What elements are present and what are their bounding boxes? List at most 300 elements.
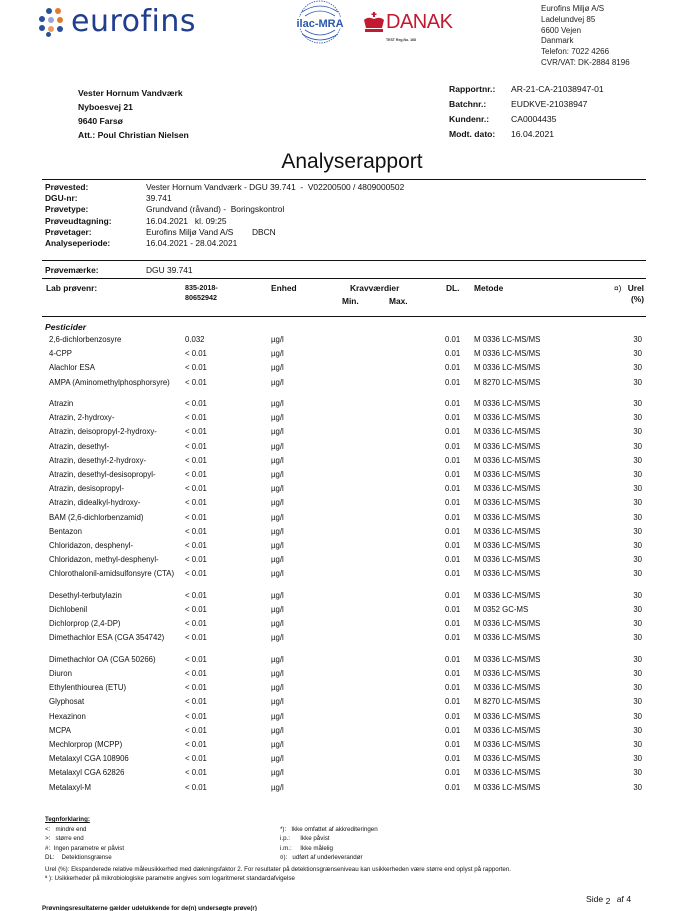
detection-limit: 0.01: [445, 683, 461, 693]
legend-item: i.m.: Ikke målelig: [280, 844, 333, 852]
label: Modt. dato:: [449, 129, 496, 139]
detection-limit: 0.01: [445, 725, 461, 735]
eurofins-logo: [37, 4, 196, 39]
analyte-name: Atrazin: [49, 399, 74, 409]
batch-number: [449, 97, 604, 112]
page-current: 2: [605, 896, 611, 906]
unit: µg/l: [271, 512, 284, 522]
result-value: 0.032: [185, 335, 205, 344]
analyte-name: Diuron: [49, 669, 72, 679]
divider: [42, 278, 646, 279]
unit: µg/l: [271, 697, 284, 707]
result-value: < 0.01: [185, 363, 207, 373]
method: M 0336 LC-MS/MS: [474, 335, 541, 344]
unit: µg/l: [271, 633, 284, 643]
table-row: [0, 712, 680, 726]
legend-left: [45, 825, 124, 863]
uncertainty: 30: [633, 725, 642, 735]
unit: µg/l: [271, 335, 284, 344]
uncertainty: 30: [633, 512, 642, 522]
method: M 0336 LC-MS/MS: [474, 633, 541, 643]
address-line: Telefon: 7022 4266: [541, 47, 610, 57]
table-row: [0, 442, 680, 456]
method: M 0336 LC-MS/MS: [474, 669, 541, 679]
meta-row: [45, 216, 404, 227]
section-heading: Pesticider: [45, 322, 87, 332]
result-value: < 0.01: [185, 540, 207, 550]
micro-note: ª ): Usikkerheder på mikrobiologiske parametre angives som logaritmeret standardafvigelse: [45, 875, 295, 883]
sample-id-line: 80652942: [185, 293, 217, 302]
analyte-name: Atrazin, desisopropyl-: [49, 484, 124, 494]
unit: µg/l: [271, 526, 284, 536]
header-unit: Enhed: [271, 283, 297, 293]
table-row: [0, 754, 680, 768]
uncertainty: 30: [633, 633, 642, 643]
method: M 0336 LC-MS/MS: [474, 754, 541, 764]
detection-limit: 0.01: [445, 399, 461, 409]
uncertainty: 30: [633, 590, 642, 600]
result-value: < 0.01: [185, 512, 207, 522]
table-row: [0, 619, 680, 633]
unit: µg/l: [271, 484, 284, 494]
result-value: < 0.01: [185, 669, 207, 679]
table-row: [0, 633, 680, 655]
analyte-name: 4-CPP: [49, 349, 72, 359]
table-row: [0, 513, 680, 527]
analyte-name: Atrazin, 2-hydroxy-: [49, 413, 115, 423]
detection-limit: 0.01: [445, 711, 461, 721]
method: M 0336 LC-MS/MS: [474, 683, 541, 693]
detection-limit: 0.01: [445, 605, 461, 614]
sample-id-line: 835-2018-: [185, 283, 218, 292]
address-line: Ladelundvej 85: [541, 14, 596, 24]
legend-item: >: større end: [45, 835, 84, 843]
analyte-name: Dimethachlor OA (CGA 50266): [49, 654, 156, 664]
report-info: [449, 82, 604, 142]
analyte-name: Atrazin, deisopropyl-2-hydroxy-: [49, 427, 157, 437]
unit: µg/l: [271, 427, 284, 437]
legend-item: DL: Detektionsgrænse: [45, 854, 112, 862]
sample-meta: [45, 182, 404, 249]
divider: [42, 260, 646, 261]
results-table: [0, 335, 680, 797]
page-indicator: [586, 894, 631, 904]
legend-item: i.p.: Ikke påvist: [280, 835, 330, 843]
page-of: af: [616, 894, 624, 904]
value: CA0004435: [511, 114, 557, 124]
analyte-name: Dichlorprop (2,4-DP): [49, 619, 121, 629]
footnote: Prøvningsresultaterne gælder udelukkende for de(n) undersøgte prøve(r): [42, 905, 257, 911]
ilac-mra-logo: [288, 0, 352, 46]
table-row: [0, 378, 680, 400]
address-line: Danmark: [541, 36, 574, 46]
label: Prøvetager:: [45, 226, 92, 237]
customer-number: [449, 112, 604, 127]
result-value: < 0.01: [185, 399, 207, 409]
customer-line: Nyboesvej 21: [78, 102, 133, 112]
table-row: [0, 363, 680, 377]
analyte-name: AMPA (Aminomethylphosphorsyre): [49, 377, 170, 387]
divider: [42, 179, 646, 180]
legend-item: #: Ingen parametre er påvist: [45, 844, 125, 852]
page-label: Side: [586, 894, 604, 904]
result-value: < 0.01: [185, 605, 207, 614]
method: M 0336 LC-MS/MS: [474, 455, 541, 465]
unit: µg/l: [271, 377, 284, 387]
result-value: < 0.01: [185, 498, 207, 508]
label: Batchnr.:: [449, 99, 487, 109]
uncertainty: 30: [633, 484, 642, 494]
analyte-name: Chlorothalonil-amidsulfonsyre (CTA): [49, 569, 175, 579]
result-value: < 0.01: [185, 683, 207, 693]
uncertainty: 30: [633, 540, 642, 550]
unit: µg/l: [271, 654, 284, 664]
table-row: [0, 413, 680, 427]
table-row: [0, 470, 680, 484]
unit: µg/l: [271, 768, 284, 778]
unit: µg/l: [271, 725, 284, 735]
detection-limit: 0.01: [445, 484, 461, 494]
table-row: [0, 335, 680, 349]
result-value: < 0.01: [185, 526, 207, 536]
detection-limit: 0.01: [445, 512, 461, 522]
address-line: Eurofins Miljø A/S: [541, 4, 605, 13]
legend-title: Tegnforklaring:: [45, 816, 90, 823]
table-row: [0, 456, 680, 470]
detection-limit: 0.01: [445, 377, 461, 387]
table-row: [0, 349, 680, 363]
header-limits: Kravværdier: [350, 283, 400, 293]
method: M 0336 LC-MS/MS: [474, 569, 541, 579]
received-date: [449, 127, 604, 142]
result-value: < 0.01: [185, 697, 207, 707]
method: M 8270 LC-MS/MS: [474, 697, 541, 707]
method: M 0336 LC-MS/MS: [474, 349, 541, 359]
uncertainty: 30: [633, 363, 642, 373]
label: Prøvemærke:: [45, 265, 99, 275]
result-value: < 0.01: [185, 455, 207, 465]
method: M 0336 LC-MS/MS: [474, 540, 541, 550]
method: M 0336 LC-MS/MS: [474, 484, 541, 494]
analyte-name: Atrazin, didealkyl-hydroxy-: [49, 498, 141, 508]
detection-limit: 0.01: [445, 619, 461, 629]
table-row: [0, 591, 680, 605]
unit: µg/l: [271, 540, 284, 550]
result-value: < 0.01: [185, 633, 207, 643]
table-header: [42, 283, 646, 315]
divider: [42, 316, 646, 317]
table-row: [0, 527, 680, 541]
meta-row: [45, 182, 404, 193]
meta-row: [45, 238, 404, 249]
report-number: [449, 82, 604, 97]
uncertainty: 30: [633, 683, 642, 693]
analyte-name: Chloridazon, desphenyl-: [49, 540, 134, 550]
table-row: [0, 697, 680, 711]
table-row: [0, 683, 680, 697]
unit: µg/l: [271, 754, 284, 764]
page-title: Analyserapport: [281, 150, 423, 173]
table-row: [0, 569, 680, 591]
detection-limit: 0.01: [445, 363, 461, 373]
meta-row: [45, 227, 404, 238]
label: Prøvetype:: [45, 204, 89, 215]
table-row: [0, 740, 680, 754]
detection-limit: 0.01: [445, 697, 461, 707]
unit: µg/l: [271, 711, 284, 721]
label: Kundenr.:: [449, 114, 490, 124]
unit: µg/l: [271, 569, 284, 579]
method: M 0336 LC-MS/MS: [474, 619, 541, 629]
value: Grundvand (råvand) - Boringskontrol: [146, 204, 285, 215]
value: 16.04.2021 kl. 09:25: [146, 215, 227, 226]
result-value: < 0.01: [185, 654, 207, 664]
value: EUDKVE-21038947: [511, 99, 588, 109]
header-sample-id: [185, 283, 218, 303]
analyte-name: BAM (2,6-dichlorbenzamid): [49, 512, 144, 522]
header-min: Min.: [342, 296, 359, 306]
table-row: [0, 669, 680, 683]
uncertainty: 30: [633, 619, 642, 629]
table-row: [0, 555, 680, 569]
analyte-name: Dimethachlor ESA (CGA 354742): [49, 633, 165, 643]
detection-limit: 0.01: [445, 455, 461, 465]
unit: µg/l: [271, 740, 284, 749]
customer-line: 9640 Farsø: [78, 116, 123, 126]
detection-limit: 0.01: [445, 540, 461, 550]
table-row: [0, 399, 680, 413]
method: M 8270 LC-MS/MS: [474, 377, 541, 387]
analyte-name: Mechlorprop (MCPP): [49, 740, 123, 749]
table-row: [0, 427, 680, 441]
detection-limit: 0.01: [445, 498, 461, 508]
label: DGU-nr:: [45, 193, 78, 204]
meta-row: [45, 204, 404, 215]
method: M 0336 LC-MS/MS: [474, 725, 541, 735]
unit: µg/l: [271, 683, 284, 693]
header-lab: Lab prøvenr:: [46, 283, 98, 293]
crown-icon: [362, 12, 386, 34]
analyte-name: Ethylenthiourea (ETU): [49, 683, 127, 693]
uncertainty: 30: [633, 399, 642, 409]
detection-limit: 0.01: [445, 654, 461, 664]
method: M 0336 LC-MS/MS: [474, 768, 541, 778]
label: Prøveudtagning:: [45, 215, 112, 226]
analyte-name: Metalaxyl CGA 62826: [49, 768, 125, 778]
unit: µg/l: [271, 470, 284, 479]
detection-limit: 0.01: [445, 768, 461, 778]
result-value: < 0.01: [185, 782, 207, 792]
uncertainty: 30: [633, 669, 642, 679]
meta-row: [45, 193, 404, 204]
uncertainty: 30: [633, 740, 642, 749]
table-row: [0, 726, 680, 740]
result-value: < 0.01: [185, 569, 207, 579]
analyte-name: Alachlor ESA: [49, 363, 95, 373]
danak-reg: TEST Reg.No. 168: [386, 38, 416, 42]
uncertainty: 30: [633, 377, 642, 387]
uncertainty: 30: [633, 569, 642, 579]
unit: µg/l: [271, 441, 284, 451]
result-value: < 0.01: [185, 555, 207, 565]
unit: µg/l: [271, 349, 284, 359]
legend: [45, 815, 645, 884]
table-row: [0, 498, 680, 512]
detection-limit: 0.01: [445, 633, 461, 643]
detection-limit: 0.01: [445, 427, 461, 437]
value: Eurofins Miljø Vand A/S DBCN: [146, 226, 276, 237]
result-value: < 0.01: [185, 754, 207, 764]
method: M 0336 LC-MS/MS: [474, 441, 541, 451]
analyte-name: Atrazin, desethyl-desisopropyl-: [49, 470, 156, 479]
detection-limit: 0.01: [445, 349, 461, 359]
uncertainty: 30: [633, 654, 642, 664]
method: M 0336 LC-MS/MS: [474, 363, 541, 373]
detection-limit: 0.01: [445, 590, 461, 600]
eurofins-dots-icon: [37, 7, 67, 37]
uncertainty: 30: [633, 335, 642, 344]
label: Rapportnr.:: [449, 84, 496, 94]
detection-limit: 0.01: [445, 669, 461, 679]
legend-item: <: mindre end: [45, 825, 87, 833]
table-row: [0, 655, 680, 669]
detection-limit: 0.01: [445, 782, 461, 792]
uncertainty: 30: [633, 697, 642, 707]
method: M 0336 LC-MS/MS: [474, 470, 541, 479]
analyte-name: Chloridazon, methyl-desphenyl-: [49, 555, 159, 565]
detection-limit: 0.01: [445, 335, 461, 344]
uncertainty: 30: [633, 768, 642, 778]
legend-grid: [45, 825, 645, 865]
unit: µg/l: [271, 498, 284, 508]
method: M 0336 LC-MS/MS: [474, 654, 541, 664]
detection-limit: 0.01: [445, 740, 461, 749]
unit: µg/l: [271, 590, 284, 600]
method: M 0336 LC-MS/MS: [474, 555, 541, 565]
svg-text:ilac-MRA: ilac-MRA: [296, 18, 344, 30]
analyte-name: Atrazin, desethyl-: [49, 441, 110, 451]
analyte-name: MCPA: [49, 725, 71, 735]
table-row: [0, 783, 680, 797]
value: DGU 39.741: [146, 265, 193, 275]
address-line: 6600 Vejen: [541, 25, 582, 35]
method: M 0336 LC-MS/MS: [474, 512, 541, 522]
legend-right: [280, 825, 378, 863]
method: M 0336 LC-MS/MS: [474, 711, 541, 721]
result-value: < 0.01: [185, 725, 207, 735]
urel-note: Urel (%): Ekspanderede relative måleusikkerhed med dækningsfaktor 2. For resultater på detektionsgrænseniveau kan usikkerheden være større end oplyst på rapporten.: [45, 865, 512, 873]
unit: µg/l: [271, 782, 284, 792]
label: Analyseperiode:: [45, 238, 111, 249]
table-row: [0, 768, 680, 782]
analyte-name: Bentazon: [49, 526, 82, 536]
method: M 0336 LC-MS/MS: [474, 740, 541, 749]
method: M 0336 LC-MS/MS: [474, 413, 541, 423]
unit: µg/l: [271, 399, 284, 409]
uncertainty: 30: [633, 470, 642, 479]
unit: µg/l: [271, 605, 284, 614]
detection-limit: 0.01: [445, 569, 461, 579]
result-value: < 0.01: [185, 427, 207, 437]
result-value: < 0.01: [185, 484, 207, 494]
uncertainty: 30: [633, 782, 642, 792]
table-row: [0, 484, 680, 498]
detection-limit: 0.01: [445, 555, 461, 565]
analyte-name: 2,6-dichlorbenzosyre: [49, 335, 122, 344]
unit: µg/l: [271, 619, 284, 629]
value: 16.04.2021: [511, 129, 555, 139]
result-value: < 0.01: [185, 441, 207, 451]
table-row: [0, 541, 680, 555]
analyte-name: Dichlobenil: [49, 605, 88, 614]
customer-address: [78, 86, 189, 142]
result-value: < 0.01: [185, 711, 207, 721]
unit: µg/l: [271, 455, 284, 465]
analyte-name: Metalaxyl CGA 108906: [49, 754, 129, 764]
value: AR-21-CA-21038947-01: [511, 84, 604, 94]
uncertainty: 30: [633, 349, 642, 359]
header-max: Max.: [389, 296, 408, 306]
uncertainty: 30: [633, 555, 642, 565]
uncertainty: 30: [633, 441, 642, 451]
analyte-name: Glyphosat: [49, 697, 85, 707]
danak-logo: [362, 11, 453, 42]
analyte-name: Metalaxyl-M: [49, 782, 92, 792]
danak-name: DANAK: [386, 11, 453, 33]
uncertainty: 30: [633, 526, 642, 536]
result-value: < 0.01: [185, 590, 207, 600]
result-value: < 0.01: [185, 619, 207, 629]
analyte-name: Atrazin, desethyl-2-hydroxy-: [49, 455, 147, 465]
method: M 0352 GC-MS: [474, 605, 529, 614]
uncertainty: 30: [633, 413, 642, 423]
value: 39.741: [146, 193, 172, 204]
detection-limit: 0.01: [445, 413, 461, 423]
uncertainty: 30: [633, 754, 642, 764]
value: 16.04.2021 - 28.04.2021: [146, 238, 238, 249]
detection-limit: 0.01: [445, 441, 461, 451]
unit: µg/l: [271, 363, 284, 373]
lab-address: [541, 4, 630, 69]
detection-limit: 0.01: [445, 470, 461, 479]
uncertainty: 30: [633, 605, 642, 614]
method: M 0336 LC-MS/MS: [474, 590, 541, 600]
result-value: < 0.01: [185, 377, 207, 387]
value: Vester Hornum Vandværk - DGU 39.741 - V02200500 / 4809000502: [146, 182, 405, 192]
uncertainty: 30: [633, 711, 642, 721]
label: Prøvested:: [45, 182, 89, 192]
analyte-name: Hexazinon: [49, 711, 86, 721]
method: M 0336 LC-MS/MS: [474, 399, 541, 409]
header-urel-unit: (%): [630, 294, 644, 304]
method: M 0336 LC-MS/MS: [474, 427, 541, 437]
unit: µg/l: [271, 555, 284, 565]
method: M 0336 LC-MS/MS: [474, 782, 541, 792]
header-urel: Urel: [627, 283, 644, 293]
uncertainty: 30: [633, 427, 642, 437]
result-value: < 0.01: [185, 740, 207, 749]
page-total: 4: [626, 894, 632, 904]
uncertainty: 30: [633, 455, 642, 465]
table-row: [0, 605, 680, 619]
address-line: CVR/VAT: DK-2884 8196: [541, 57, 630, 67]
legend-item: ¤): udført af underleverandør: [280, 854, 363, 862]
unit: µg/l: [271, 669, 284, 679]
method: M 0336 LC-MS/MS: [474, 526, 541, 536]
detection-limit: 0.01: [445, 526, 461, 536]
legend-item: *): Ikke omfattet af akkrediteringen: [280, 825, 378, 833]
result-value: < 0.01: [185, 768, 207, 778]
